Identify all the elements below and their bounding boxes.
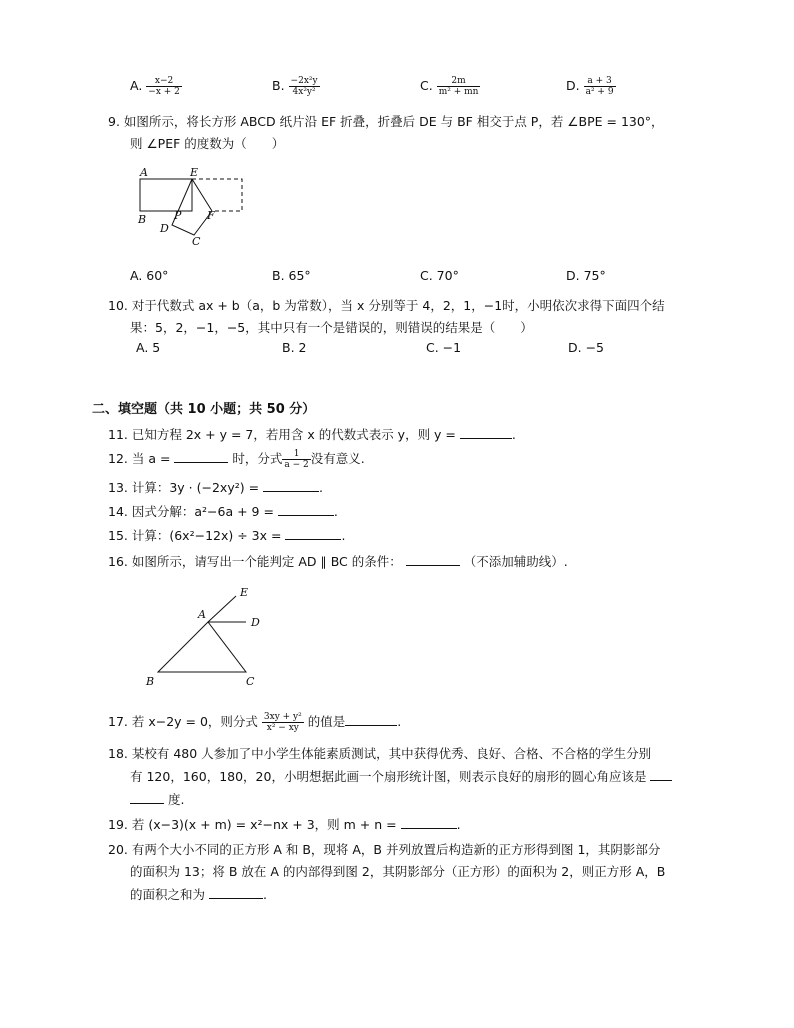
q16-label-c: C (246, 675, 255, 688)
q8-option-b-fraction: $\frac{\text{−2x²y}}{\text{4x²y²}}$ (290, 76, 318, 97)
q8-option-a: A. $\frac{x-2}{-x + 2}$ (130, 76, 180, 97)
q13: 13. 计算：3y · (−2xy²) = . (108, 480, 324, 495)
q20-line2: 的面积为 13；将 B 放在 A 的内部得到图 2，其阴影部分（正方形）的面积为 2，则正方形 A，B (130, 864, 666, 879)
q20-line1: 20. 有两个大小不同的正方形 A 和 B，现将 A，B 并列放置后构造新的正方形得到图 1，其阴影部分 (108, 842, 661, 857)
q18-line1: 18. 某校有 480 人参加了中小学生体能素质测试，其中获得优秀、良好、合格、不合格的学生分别 (108, 746, 652, 761)
q12-answer-blank[interactable] (174, 451, 228, 463)
q16-label-e: E (240, 586, 249, 599)
q9-stem-line2: 则 ∠PEF 的度数为（ ） (130, 136, 285, 151)
q9-label-p: P (174, 209, 182, 222)
q16-label-b: B (146, 675, 155, 688)
q9-option-c: C. 70° (420, 268, 459, 283)
q9-label-d: D (160, 222, 169, 235)
q9-label-b: B (138, 213, 147, 226)
q9-label-e: E (190, 166, 199, 179)
q16-ray-ae (208, 596, 236, 622)
q9-option-a: A. 60° (130, 268, 169, 283)
q12: 12. 当 a = 时，分式 $\frac{1}{a - 2}$ 没有意义. (108, 449, 365, 470)
q19-answer-blank[interactable] (401, 817, 457, 829)
q8-option-a-fraction: $\frac{x-2}{-x + 2}$ (148, 76, 180, 97)
q12-fraction: $\frac{1}{a - 2}$ (284, 449, 309, 470)
q18-line3: 度. (130, 790, 184, 808)
q19: 19. 若 (x−3)(x + m) = x²−nx + 3，则 m + n = . (108, 817, 461, 832)
q11-answer-blank[interactable] (460, 427, 512, 439)
q15-answer-blank[interactable] (285, 528, 341, 540)
q18-line2: 有 120，160，180，20，小明想据此画一个扇形统计图，则表示良好的扇形的圆心角应该是 (130, 767, 672, 785)
q14-answer-blank[interactable] (278, 504, 334, 516)
q11: 11. 已知方程 2x + y = 7，若用含 x 的代数式表示 y，则 y = . (108, 427, 516, 442)
q10-stem-line1: 10. 对于代数式 ax + b（a，b 为常数），当 x 分别等于 4，2，1，−1时，小明依次求得下面四个结 (108, 298, 665, 313)
q10-option-c: C. −1 (426, 340, 462, 355)
q9-dashed-rectangle (192, 179, 242, 211)
q16-label-a: A (198, 608, 206, 621)
q16-figure (140, 582, 280, 692)
q8-option-b: B. $\frac{\text{−2x²y}}{\text{4x²y²}}$ (272, 76, 318, 97)
q9-stem-line1: 9. 如图所示，将长方形 ABCD 纸片沿 EF 折叠，折叠后 DE 与 BF 相交于点 P，若 ∠BPE = 130°， (108, 114, 664, 129)
section2-heading: 二、填空题（共 10 小题；共 50 分） (92, 402, 316, 417)
q20-line3: 的面积之和为 . (130, 887, 267, 902)
q10-option-a: A. 5 (136, 340, 161, 355)
q8-option-c-fraction: $\frac{2m}{\text{m² + mn}}$ (438, 76, 479, 97)
q15: 15. 计算：(6x²−12x) ÷ 3x = . (108, 528, 346, 543)
q17-answer-blank[interactable] (345, 714, 397, 726)
q18-answer-blank-part1[interactable] (650, 769, 672, 781)
q14: 14. 因式分解：a²−6a + 9 = . (108, 504, 338, 519)
q10-stem-line2: 果：5，2，−1，−5，其中只有一个是错误的，则错误的结果是（ ） (130, 320, 533, 335)
q9-option-b: B. 65° (272, 268, 311, 283)
q16-answer-blank[interactable] (406, 554, 460, 566)
q17-fraction: $\frac{\text{3xy + y²}}{\text{x² − xy}}$ (263, 712, 302, 733)
q9-label-c: C (192, 235, 201, 248)
q17: 17. 若 x−2y = 0，则分式 $\frac{\text{3xy + y²}}{\text{x² − xy}}$ 的值是 . (108, 712, 402, 733)
q10-option-d: D. −5 (568, 340, 604, 355)
q18-answer-blank-part2[interactable] (130, 792, 164, 804)
q13-answer-blank[interactable] (263, 480, 319, 492)
q8-option-d: D. $\frac{a + 3}{\text{a² + 9}}$ (566, 76, 614, 97)
q10-option-b: B. 2 (282, 340, 307, 355)
q9-label-f: F (207, 209, 215, 222)
q20-answer-blank[interactable] (209, 887, 263, 899)
q8-option-d-fraction: $\frac{a + 3}{\text{a² + 9}}$ (585, 76, 614, 97)
q16-triangle (158, 622, 246, 672)
q8-option-c: C. $\frac{2m}{\text{m² + mn}}$ (420, 76, 479, 97)
q16: 16. 如图所示，请写出一个能判定 AD ∥ BC 的条件： （不添加辅助线）. (108, 554, 568, 569)
q9-option-d: D. 75° (566, 268, 606, 283)
q9-rectangle-left (140, 179, 192, 211)
q9-figure (132, 165, 272, 255)
q9-label-a: A (140, 166, 148, 179)
q16-label-d: D (251, 616, 260, 629)
